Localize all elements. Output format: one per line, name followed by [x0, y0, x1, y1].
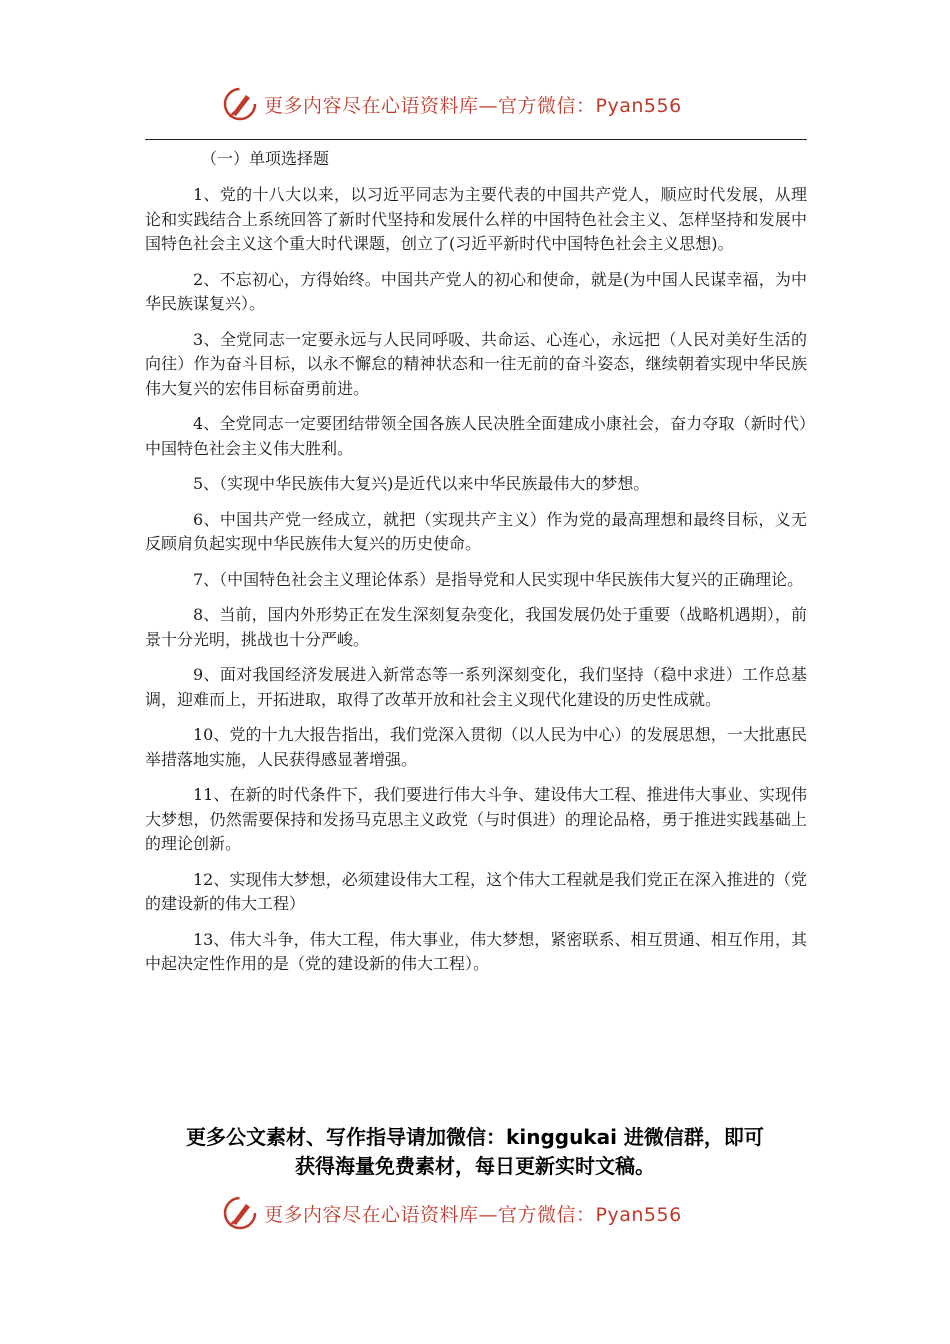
banner-text: 更多内容尽在心语资料库—官方微信：Pyan556 [264, 94, 682, 117]
question-item: 1、党的十八大以来，以习近平同志为主要代表的中国共产党人，顺应时代发展，从理论和实践结合上系统回答了新时代坚持和发展什么样的中国特色社会主义、怎样坚持和发展中国特色社会主义这个重大时代课题，创立了(习近平新时代中国特色社会主义思想)。 [145, 185, 807, 253]
footer-banner [222, 1193, 682, 1233]
question-item: 8、当前，国内外形势正在发生深刻复杂变化，我国发展仍处于重要（战略机遇期），前景十分光明，挑战也十分严峻。 [145, 605, 807, 649]
question-item: 12、实现伟大梦想，必须建设伟大工程，这个伟大工程就是我们党正在深入推进的（党的建设新的伟大工程） [145, 869, 807, 913]
banner-wechat-id: Pyan556 [595, 94, 682, 117]
banner-text: 更多内容尽在心语资料库—官方微信：Pyan556 [264, 1203, 682, 1226]
question-item: 9、面对我国经济发展进入新常态等一系列深刻变化，我们坚持（稳中求进）工作总基调，迎难而上，开拓进取，取得了改革开放和社会主义现代化建设的历史性成就。 [145, 665, 807, 709]
question-item: 13、伟大斗争，伟大工程，伟大事业，伟大梦想，紧密联系、相互贯通、相互作用，其中起决定性作用的是（党的建设新的伟大工程）。 [145, 929, 807, 973]
banner-wechat-id: Pyan556 [595, 1203, 682, 1226]
question-item: 11、在新的时代条件下，我们要进行伟大斗争、建设伟大工程、推进伟大事业、实现伟大梦想，仍然需要保持和发扬马克思主义政党（与时俱进）的理论品格，勇于推进实践基础上的理论创新。 [145, 785, 807, 853]
header-divider [145, 139, 807, 140]
question-item: 7、（中国特色社会主义理论体系）是指导党和人民实现中华民族伟大复兴的正确理论。 [193, 569, 804, 589]
header-banner [222, 84, 682, 124]
question-item: 4、全党同志一定要团结带领全国各族人民决胜全面建成小康社会，奋力夺取（新时代）中国特色社会主义伟大胜利。 [145, 414, 807, 458]
document-body [145, 146, 807, 988]
promo-line-1: 更多公文素材、写作指导请加微信：kinggukai 进微信群，即可 [186, 1125, 764, 1149]
question-item: 5、（实现中华民族伟大复兴)是近代以来中华民族最伟大的梦想。 [193, 474, 650, 493]
question-item: 10、党的十九大报告指出，我们党深入贯彻（以人民为中心）的发展思想，一大批惠民举措落地实施，人民获得感显著增强。 [145, 725, 807, 769]
question-item: 6、中国共产党一经成立，就把（实现共产主义）作为党的最高理想和最终目标，义无反顾肩负起实现中华民族伟大复兴的历史使命。 [145, 509, 807, 553]
question-item: 2、不忘初心，方得始终。中国共产党人的初心和使命，就是(为中国人民谋幸福，为中华民族谋复兴）。 [145, 269, 807, 313]
question-item: 3、全党同志一定要永远与人民同呼吸、共命运、心连心，永远把（人民对美好生活的向往）作为奋斗目标，以永不懈怠的精神状态和一往无前的奋斗姿态，继续朝着实现中华民族伟大复兴的宏伟目标奋勇前进。 [145, 329, 807, 398]
section-title: （一）单项选择题 [201, 149, 330, 168]
pen-nib-logo-icon [222, 1195, 258, 1231]
promo-notice [130, 1123, 820, 1181]
pen-nib-logo-icon [222, 86, 258, 122]
promo-line-2: 获得海量免费素材，每日更新实时文稿。 [295, 1154, 655, 1178]
